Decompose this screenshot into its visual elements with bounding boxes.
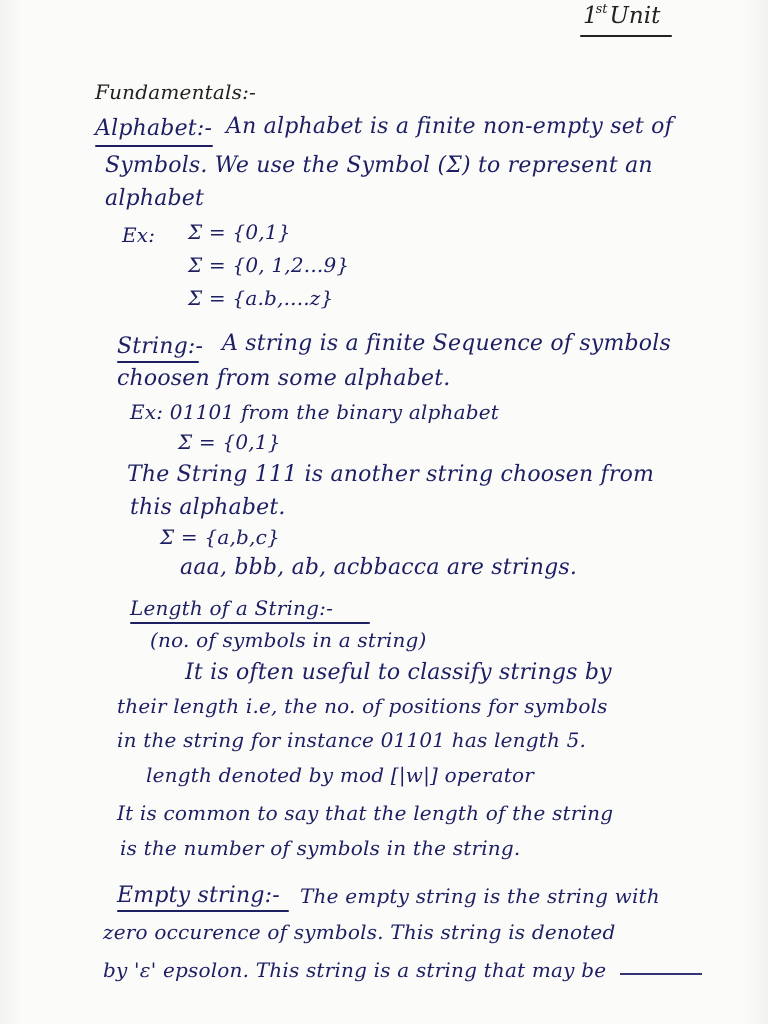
length-definition-line5: It is common to say that the length of the string bbox=[117, 801, 614, 825]
alphabet-example-1: Σ = {0,1} bbox=[188, 220, 291, 244]
length-heading-underline bbox=[130, 622, 370, 624]
alphabet-definition-line3: alphabet bbox=[105, 186, 205, 211]
alphabet-example-3: Σ = {a.b,....z} bbox=[188, 286, 334, 310]
length-definition-line2: their length i.e, the no. of positions for symbols bbox=[117, 694, 608, 718]
length-definition-line3: in the string for instance 01101 has length 5. bbox=[117, 728, 587, 752]
strike-through-mark bbox=[620, 973, 702, 975]
string-definition-line3: The String 111 is another string choosen from bbox=[127, 462, 655, 487]
unit-heading bbox=[583, 2, 661, 29]
empty-string-definition-line2: zero occurence of symbols. This string is denoted bbox=[103, 920, 616, 944]
unit-number-suffix: st bbox=[595, 2, 608, 17]
length-heading: Length of a String:- bbox=[130, 596, 334, 620]
unit-word: Unit bbox=[609, 3, 661, 29]
unit-number: 1 bbox=[583, 3, 598, 29]
length-definition-line1: It is often useful to classify strings by bbox=[185, 660, 612, 685]
string-heading-underline bbox=[117, 361, 199, 363]
unit-heading-underline bbox=[580, 35, 672, 37]
empty-string-definition-line1: The empty string is the string with bbox=[300, 884, 660, 908]
empty-string-definition-line3: by 'ε' epsolon. This string is a string that may be bbox=[103, 958, 607, 982]
string-definition-line1: A string is a finite Sequence of symbols bbox=[222, 331, 671, 356]
notes-title: Fundamentals:- bbox=[95, 80, 256, 104]
string-example-sigma2: Σ = {a,b,c} bbox=[160, 525, 280, 549]
alphabet-heading: Alphabet:- bbox=[95, 116, 213, 141]
string-definition-line4: this alphabet. bbox=[130, 495, 286, 520]
string-definition-line2: choosen from some alphabet. bbox=[117, 366, 451, 391]
length-definition-line6: is the number of symbols in the string. bbox=[120, 836, 521, 860]
empty-string-heading-underline bbox=[117, 910, 289, 912]
length-definition-line4: length denoted by mod [|w|] operator bbox=[146, 763, 534, 787]
alphabet-definition-line2: Symbols. We use the Symbol (Σ) to represent an bbox=[105, 153, 653, 178]
alphabet-example-label: Ex: bbox=[122, 223, 156, 247]
alphabet-example-2: Σ = {0, 1,2...9} bbox=[188, 253, 350, 277]
string-example-strings: aaa, bbb, ab, acbbacca are strings. bbox=[180, 555, 578, 580]
alphabet-heading-underline bbox=[95, 145, 213, 147]
string-heading: String:- bbox=[117, 334, 204, 359]
string-example-sigma1: Σ = {0,1} bbox=[178, 430, 281, 454]
string-example-line: Ex: 01101 from the binary alphabet bbox=[130, 400, 500, 424]
length-paren-note: (no. of symbols in a string) bbox=[150, 628, 427, 652]
alphabet-definition-line1: An alphabet is a finite non-empty set of bbox=[226, 114, 673, 139]
empty-string-heading: Empty string:- bbox=[117, 883, 280, 908]
